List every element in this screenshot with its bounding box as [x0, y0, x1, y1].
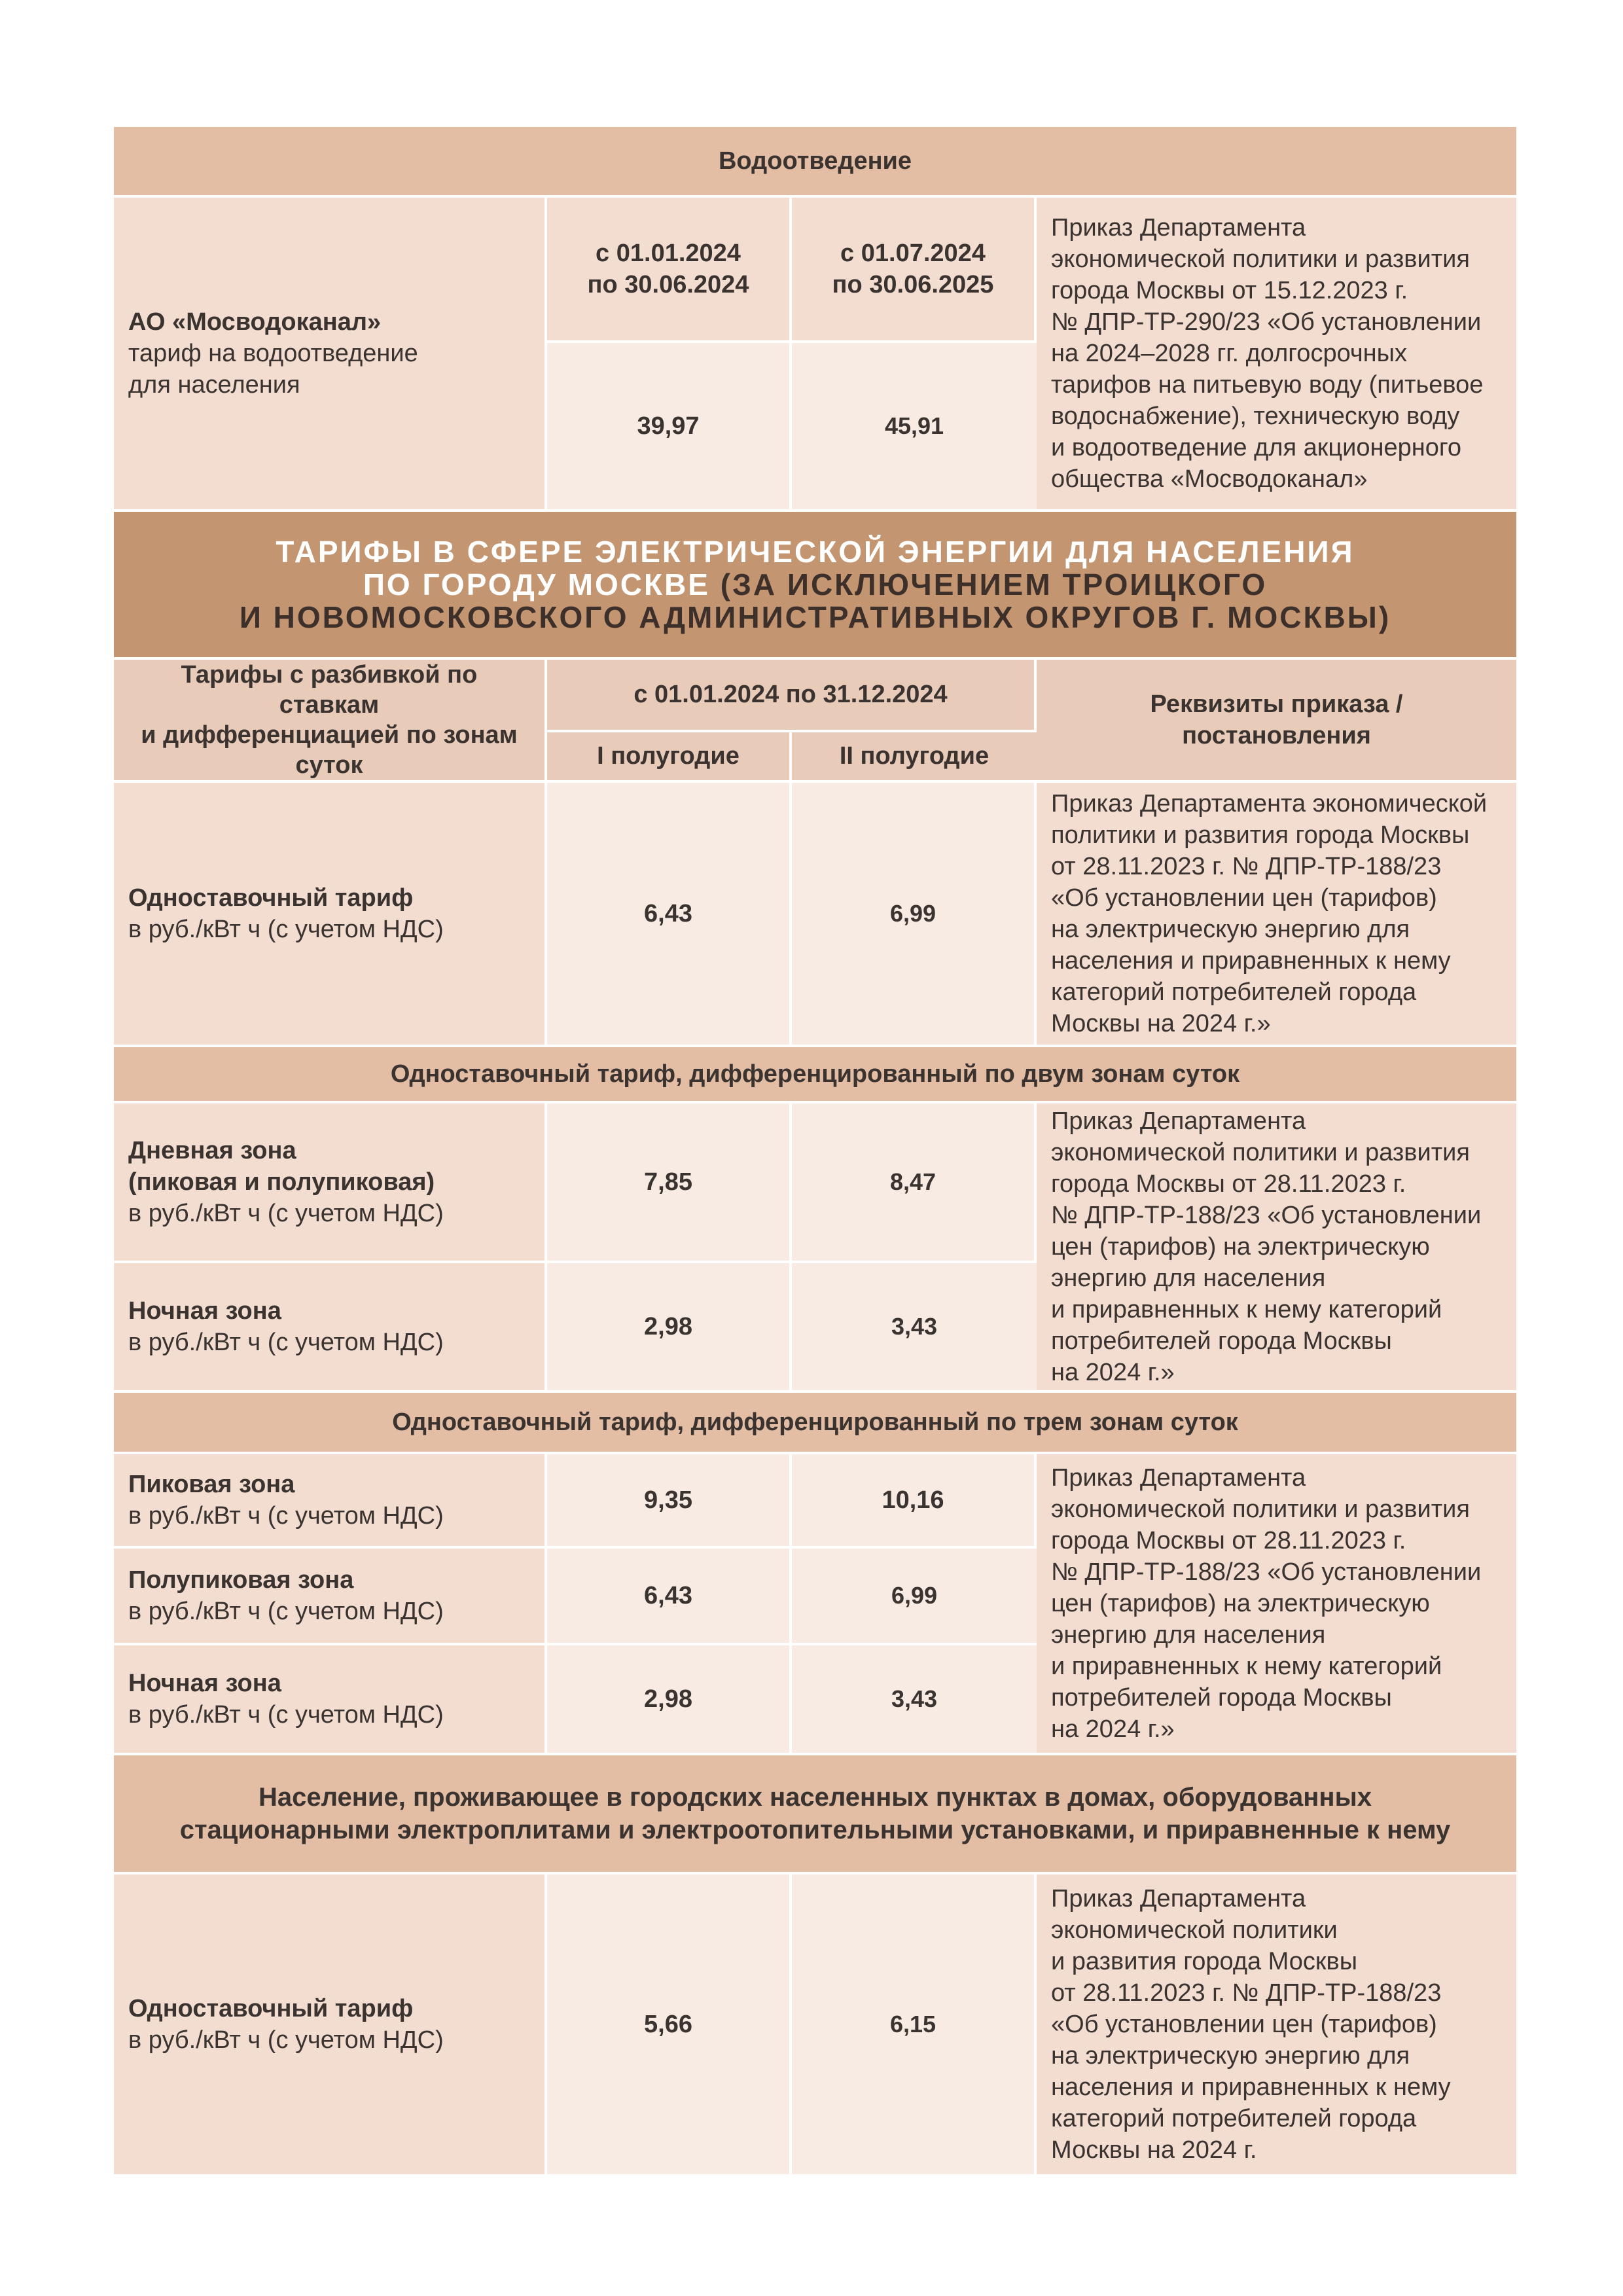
three-zone-half-h2: 6,99: [792, 1549, 1037, 1645]
header-half-2: II полугодие: [792, 732, 1037, 783]
three-zone-peak-unit: в руб./кВт ч (с учетом НДС): [128, 1502, 444, 1530]
single-tariff-label-cell: [114, 783, 547, 1047]
single-tariff-label: Одноставочный тариф: [128, 884, 414, 912]
stoves-h2: 6,15: [792, 1874, 1037, 2177]
tariff-table: [114, 127, 1516, 2177]
three-zone-reference: Приказ Департамента экономической политики и развития города Москвы от 28.11.2023 г. № ДПР-ТР-188/23 «Об установлении цен (тарифов) на электрическую энергию для населения и приравненных к нему категорий потребителей города Москвы на 2024 г.»: [1051, 1464, 1482, 1743]
three-zone-night-label-cell: [114, 1645, 547, 1755]
three-zone-half-h1: 6,43: [547, 1549, 792, 1645]
three-zone-peak-label-cell: [114, 1454, 547, 1549]
stoves-label: Одноставочный тариф: [128, 1995, 414, 2022]
three-zone-band: Одноставочный тариф, дифференцированный по трем зонам суток: [114, 1393, 1516, 1454]
header-reference: Реквизиты приказа / постановления: [1037, 660, 1516, 783]
water-provider-cell: [114, 198, 547, 512]
three-zone-night-h2: 3,43: [792, 1645, 1037, 1755]
three-zone-peak-h1: 9,35: [547, 1454, 792, 1549]
water-provider: АО «Мосводоканал»: [128, 308, 382, 336]
header-period: с 01.01.2024 по 31.12.2024: [547, 660, 1037, 732]
single-tariff-unit: в руб./кВт ч (с учетом НДС): [128, 916, 444, 943]
three-zone-half-label: Полупиковая зона: [128, 1566, 354, 1594]
two-zone-night-unit: в руб./кВт ч (с учетом НДС): [128, 1329, 444, 1356]
electricity-title-line2-main: ПО ГОРОДУ МОСКВЕ: [363, 567, 710, 601]
stoves-band-line2: стационарными электроплитами и электроотопительными установками, и приравненные к нему: [179, 1816, 1451, 1844]
two-zone-day-unit: в руб./кВт ч (с учетом НДС): [128, 1200, 444, 1227]
water-reference-cell: [1037, 198, 1516, 512]
tariff-sheet: [114, 127, 1516, 2177]
two-zone-reference-cell: [1037, 1103, 1516, 1393]
three-zone-half-unit: в руб./кВт ч (с учетом НДС): [128, 1598, 444, 1625]
water-section-title: Водоотведение: [114, 127, 1516, 198]
two-zone-band: Одноставочный тариф, дифференцированный по двум зонам суток: [114, 1047, 1516, 1103]
water-provider-desc-1: тариф на водоотведение: [128, 340, 418, 367]
stoves-band-line1: Население, проживающее в городских населенных пунктах в домах, оборудованных: [259, 1783, 1372, 1812]
water-reference: Приказ Департамента экономической политики и развития города Москвы от 15.12.2023 г. № ДПР-ТР-290/23 «Об установлении на 2024–2028 гг. долгосрочных тарифов на питьевую воду (питьевое водоснабжение), техническую воду и водоотведение для акционерного общества «Мосводоканал»: [1051, 214, 1484, 493]
stoves-reference-cell: [1037, 1874, 1516, 2177]
single-tariff-reference-cell: [1037, 783, 1516, 1047]
stoves-label-cell: [114, 1874, 547, 2177]
water-period-2: с 01.07.2024 по 30.06.2025: [792, 198, 1037, 343]
two-zone-day-label-cell: [114, 1103, 547, 1263]
single-tariff-h2: 6,99: [792, 783, 1037, 1047]
water-value-2: 45,91: [792, 343, 1037, 512]
electricity-title-line1: ТАРИФЫ В СФЕРЕ ЭЛЕКТРИЧЕСКОЙ ЭНЕРГИИ ДЛЯ НАСЕЛЕНИЯ: [276, 535, 1355, 569]
two-zone-day-h1: 7,85: [547, 1103, 792, 1263]
stoves-reference: Приказ Департамента экономической политики и развития города Москвы от 28.11.2023 г. № ДПР-ТР-188/23 «Об установлении цен (тарифов) на электрическую энергию для населения и приравненных к нему категорий потребителей города Москвы на 2024 г.: [1051, 1885, 1451, 2164]
three-zone-reference-cell: [1037, 1454, 1516, 1755]
header-rates: Тарифы с разбивкой по ставкам и дифференциацией по зонам суток: [114, 660, 547, 783]
single-tariff-reference: Приказ Департамента экономической политики и развития города Москвы от 28.11.2023 г. № ДПР-ТР-188/23 «Об установлении цен (тарифов) на электрическую энергию для населения и приравненных к нему категорий потребителей города Москвы на 2024 г.»: [1051, 790, 1488, 1037]
stoves-unit: в руб./кВт ч (с учетом НДС): [128, 2026, 444, 2054]
two-zone-night-h1: 2,98: [547, 1263, 792, 1393]
three-zone-night-h1: 2,98: [547, 1645, 792, 1755]
two-zone-night-label-cell: [114, 1263, 547, 1393]
two-zone-day-label-2: (пиковая и полупиковая): [128, 1168, 435, 1196]
electricity-title-line2-sub: (ЗА ИСКЛЮЧЕНИЕМ ТРОИЦКОГО: [709, 567, 1268, 601]
three-zone-night-unit: в руб./кВт ч (с учетом НДС): [128, 1701, 444, 1729]
three-zone-peak-label: Пиковая зона: [128, 1471, 295, 1498]
three-zone-peak-h2: 10,16: [792, 1454, 1037, 1549]
three-zone-night-label: Ночная зона: [128, 1670, 281, 1697]
two-zone-day-label-1: Дневная зона: [128, 1137, 296, 1164]
stoves-h1: 5,66: [547, 1874, 792, 2177]
two-zone-reference: Приказ Департамента экономической политики и развития города Москвы от 28.11.2023 г. № ДПР-ТР-188/23 «Об установлении цен (тарифов) на электрическую энергию для населения и приравненных к нему категорий потребителей города Москвы на 2024 г.»: [1051, 1107, 1482, 1386]
stoves-band: [114, 1755, 1516, 1874]
water-provider-desc-2: для населения: [128, 371, 300, 399]
water-value-1: 39,97: [547, 343, 792, 512]
header-half-1: I полугодие: [547, 732, 792, 783]
two-zone-night-h2: 3,43: [792, 1263, 1037, 1393]
two-zone-night-label: Ночная зона: [128, 1297, 281, 1325]
two-zone-day-h2: 8,47: [792, 1103, 1037, 1263]
single-tariff-h1: 6,43: [547, 783, 792, 1047]
water-period-1: с 01.01.2024 по 30.06.2024: [547, 198, 792, 343]
electricity-title-line3: И НОВОМОСКОВСКОГО АДМИНИСТРАТИВНЫХ ОКРУГОВ Г. МОСКВЫ): [239, 600, 1391, 634]
three-zone-half-label-cell: [114, 1549, 547, 1645]
electricity-title: [114, 512, 1516, 660]
